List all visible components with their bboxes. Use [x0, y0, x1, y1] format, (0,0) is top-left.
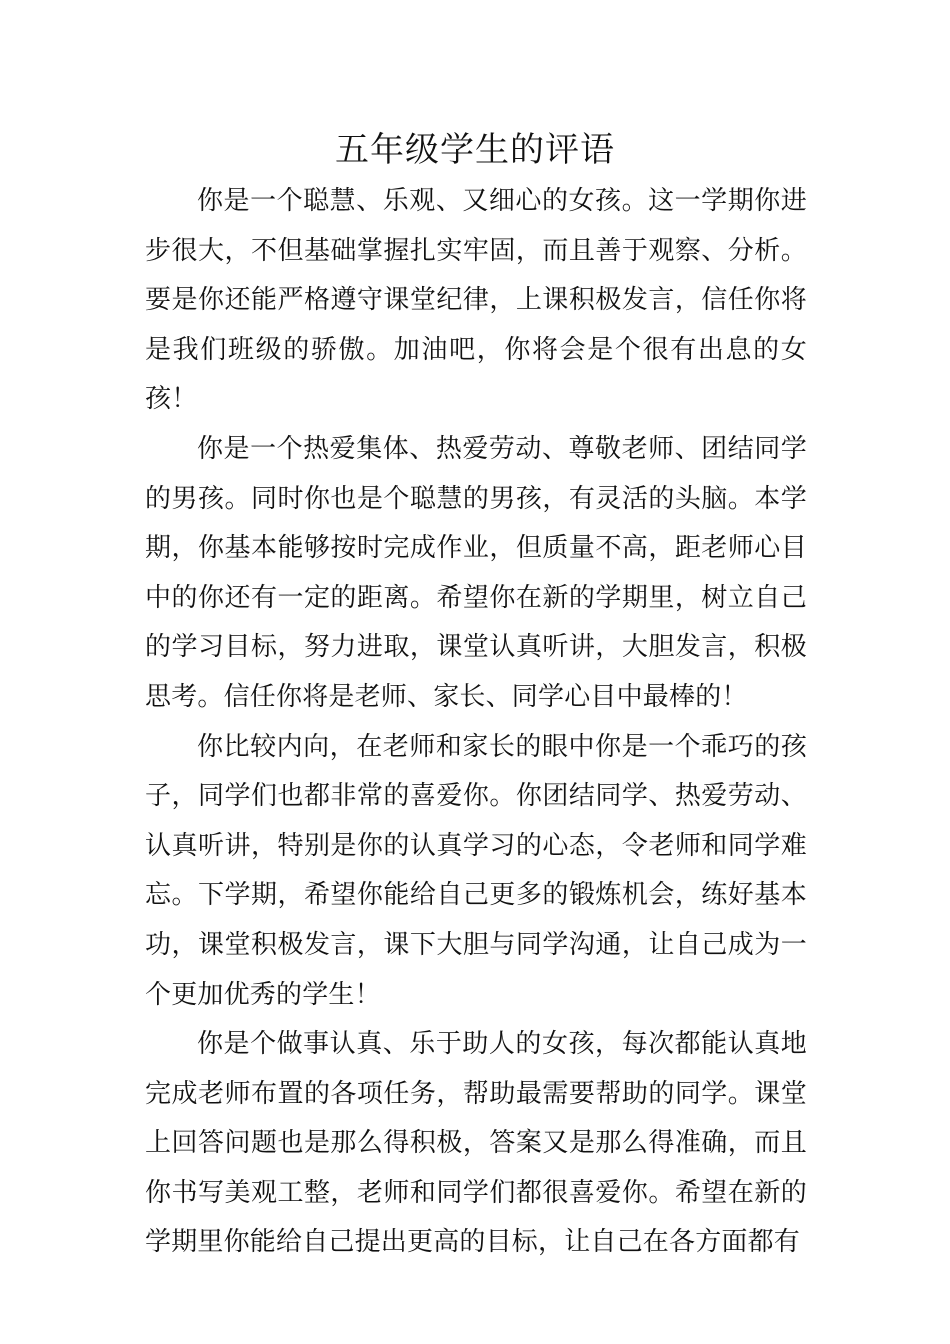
paragraph-4: 你是个做事认真、乐于助人的女孩，每次都能认真地完成老师布置的各项任务，帮助最需要帮助的同学。课堂上回答问题也是那么得积极，答案又是那么得准确，而且你书写美观工整，老师和同学们都很喜爱你。希望在新的学期里你能给自己提出更高的目标，让自己在各方面都有: [145, 1029, 807, 1258]
paragraph-2: 你是一个热爱集体、热爱劳动、尊敬老师、团结同学的男孩。同时你也是个聪慧的男孩，有灵活的头脑。本学期，你基本能够按时完成作业，但质量不高，距老师心目中的你还有一定的距离。希望你在新的学期里，树立自己的学习目标，努力进取，课堂认真听讲，大胆发言，积极思考。信任你将是老师、家长、同学心目中最棒的！: [145, 433, 807, 712]
document-body: [145, 177, 807, 1268]
document-title: 五年级学生的评语: [335, 130, 615, 170]
paragraph-3: 你比较内向，在老师和家长的眼中你是一个乖巧的孩子，同学们也都非常的喜爱你。你团结同学、热爱劳动、认真听讲，特别是你的认真学习的心态，令老师和同学难忘。下学期，希望你能给自己更多的锻炼机会，练好基本功，课堂积极发言，课下大胆与同学沟通，让自己成为一个更加优秀的学生！: [145, 731, 807, 1010]
paragraph-1: 你是一个聪慧、乐观、又细心的女孩。这一学期你进步很大，不但基础掌握扎实牢固，而且善于观察、分析。要是你还能严格遵守课堂纪律，上课积极发言，信任你将是我们班级的骄傲。加油吧，你将会是个很有出息的女孩！: [145, 186, 807, 415]
